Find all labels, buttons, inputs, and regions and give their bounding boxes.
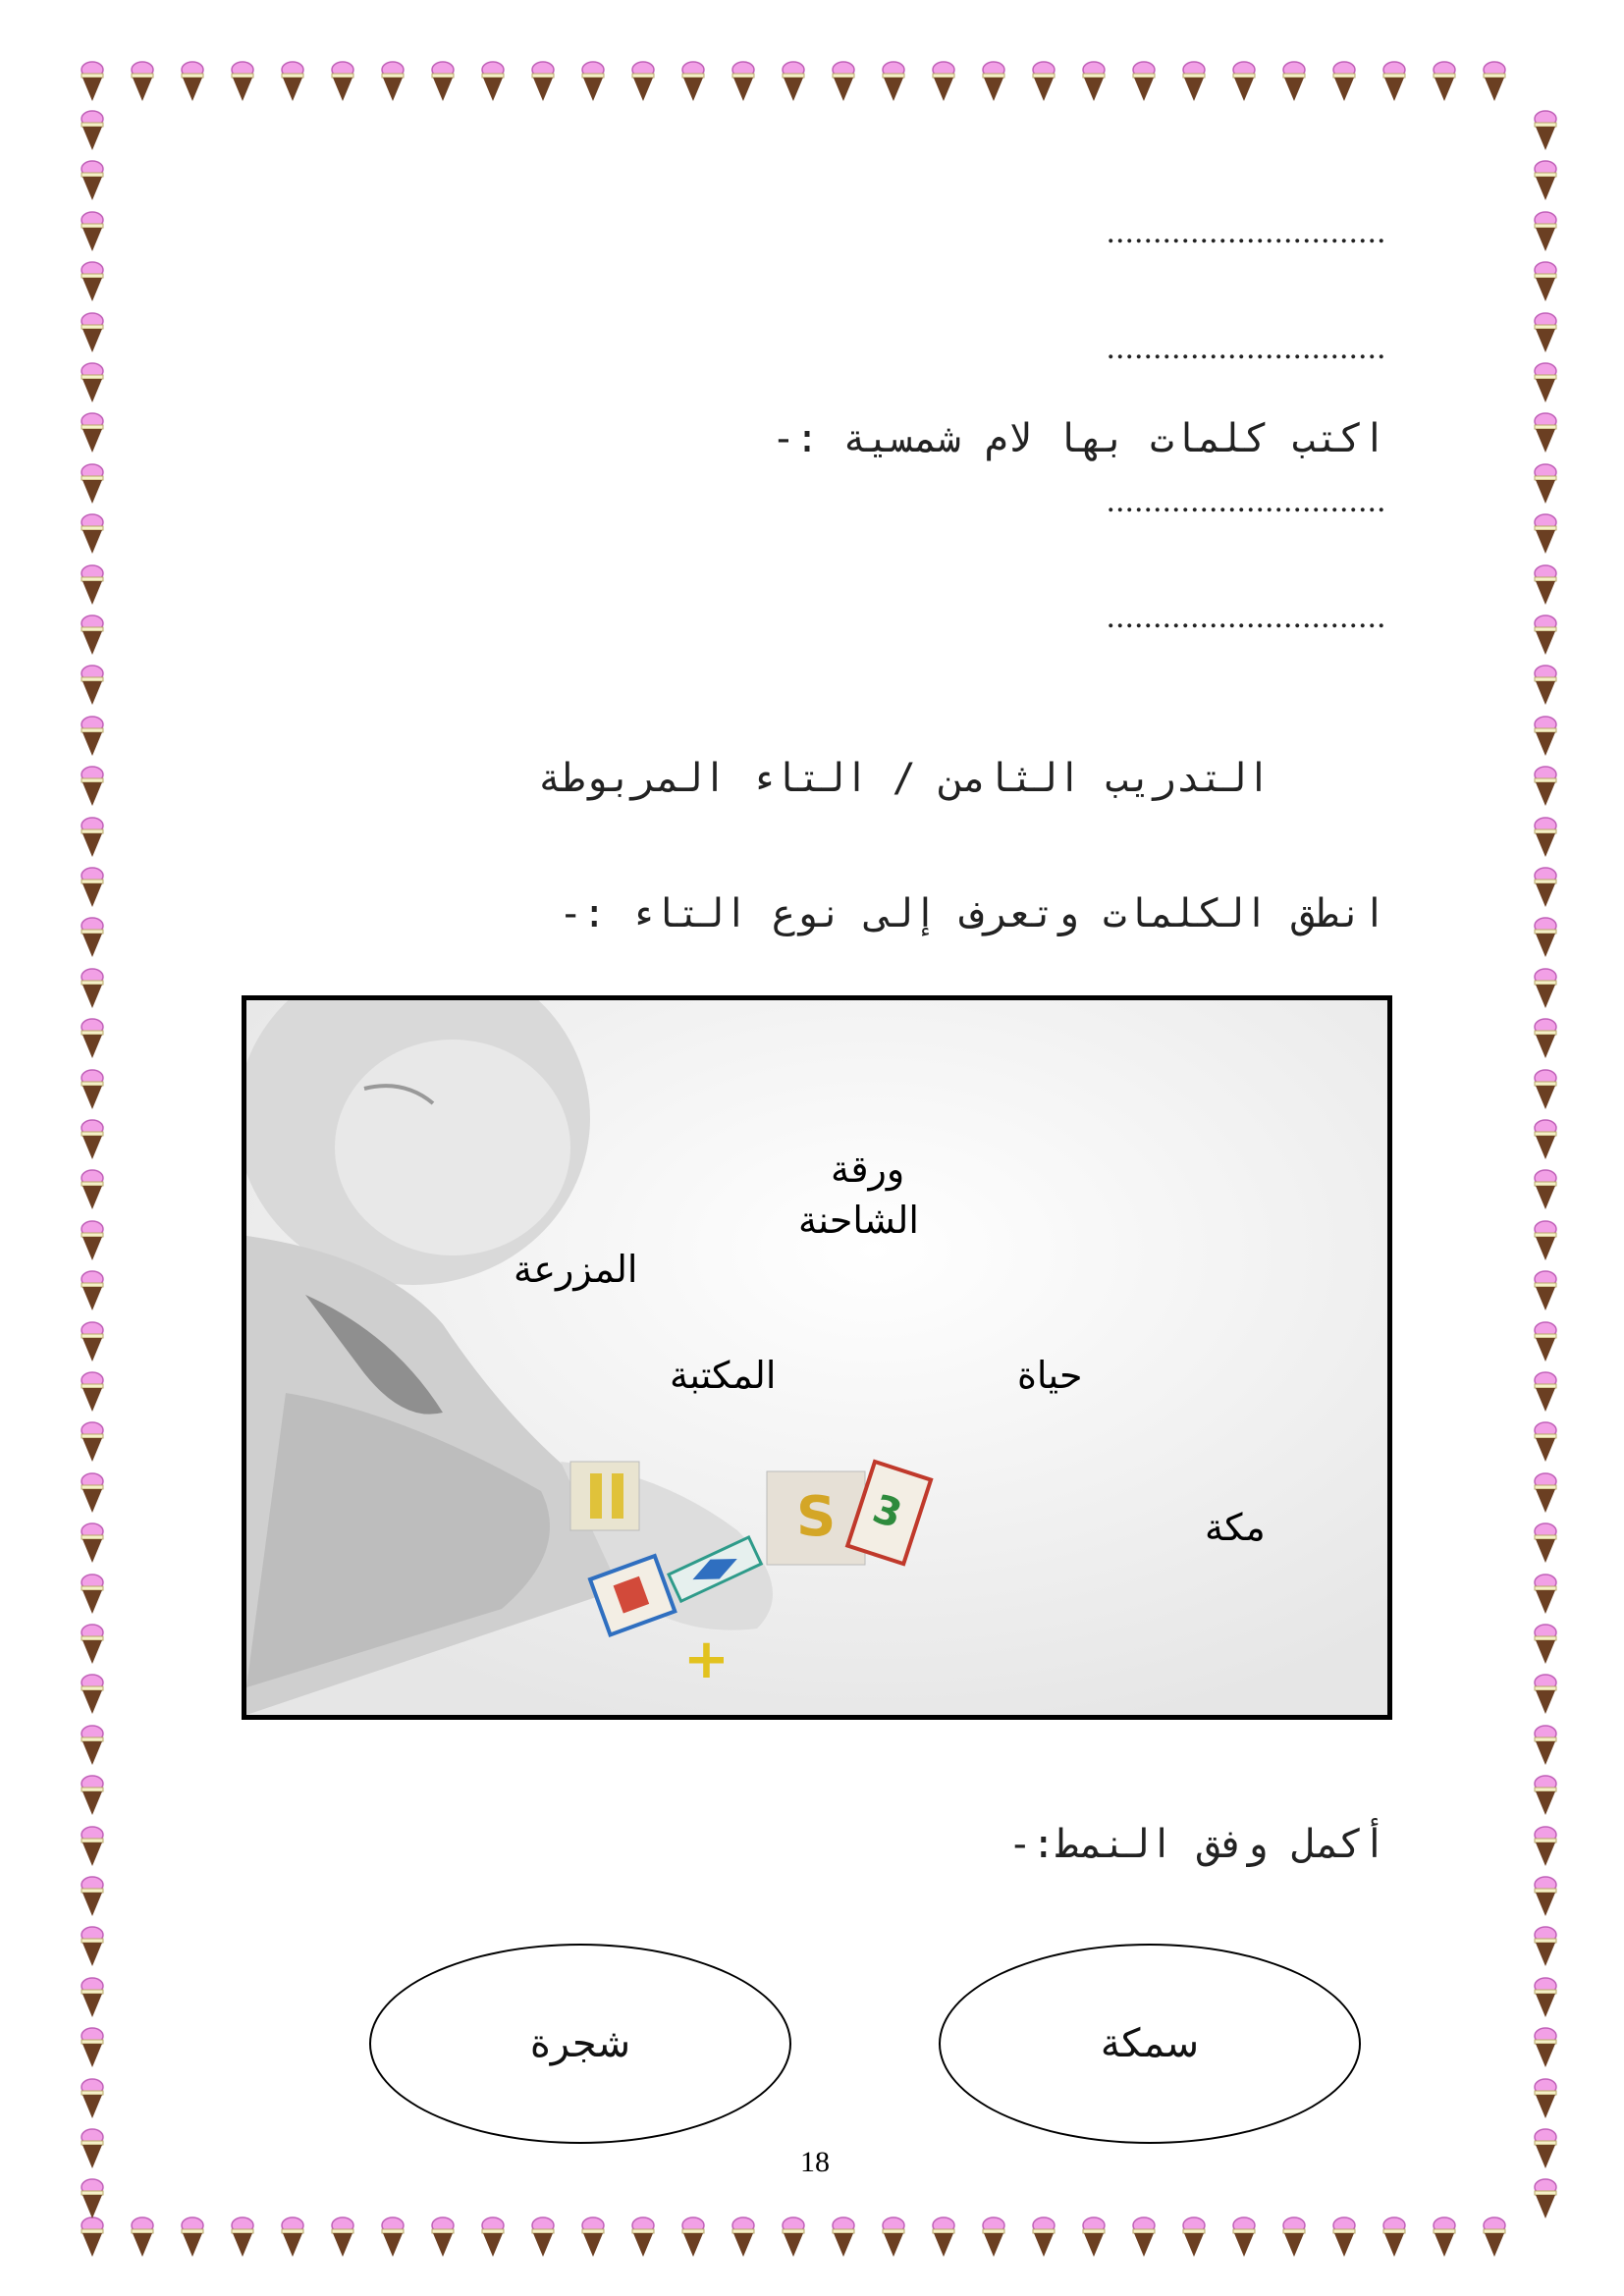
border-right (1528, 0, 1597, 2296)
ice-cream-cone-icon (79, 1674, 106, 1715)
ice-cream-cone-icon (1380, 61, 1408, 102)
ice-cream-cone-icon (579, 61, 607, 102)
ice-cream-cone-icon (1532, 1069, 1559, 1110)
ice-cream-cone-icon (329, 2216, 356, 2258)
ice-cream-cone-icon (279, 61, 306, 102)
ice-cream-cone-icon (1380, 2216, 1408, 2258)
ice-cream-cone-icon (79, 1270, 106, 1311)
ice-cream-cone-icon (379, 2216, 406, 2258)
ice-cream-cone-icon (930, 2216, 957, 2258)
ice-cream-cone-icon (1532, 312, 1559, 353)
ice-cream-cone-icon (79, 1574, 106, 1615)
ice-cream-cone-icon (329, 61, 356, 102)
instruction-pattern: أكمل وفق النمط:- (1007, 1822, 1386, 1867)
ice-cream-cone-icon (780, 61, 807, 102)
ice-cream-cone-icon (1080, 2216, 1108, 2258)
ice-cream-cone-icon (1532, 1321, 1559, 1362)
ice-cream-cone-icon (429, 61, 457, 102)
ice-cream-cone-icon (1532, 513, 1559, 555)
word-makka: مكة (1205, 1506, 1266, 1549)
ice-cream-cone-icon (79, 665, 106, 706)
ice-cream-cone-icon (79, 463, 106, 505)
ice-cream-cone-icon (1280, 2216, 1308, 2258)
ice-cream-cone-icon (629, 61, 657, 102)
ice-cream-cone-icon (1330, 2216, 1358, 2258)
ice-cream-cone-icon (79, 1169, 106, 1210)
word-waraqa: ورقة (831, 1148, 905, 1191)
ice-cream-cone-icon (79, 412, 106, 454)
ice-cream-cone-icon (279, 2216, 306, 2258)
border-bottom (0, 2207, 1624, 2275)
ice-cream-cone-icon (429, 2216, 457, 2258)
ice-cream-cone-icon (79, 362, 106, 403)
word-hayat: حياة (1017, 1354, 1083, 1397)
word-maktaba: المكتبة (670, 1354, 777, 1397)
ice-cream-cone-icon (1230, 2216, 1258, 2258)
ice-cream-cone-icon (1532, 1522, 1559, 1564)
ice-cream-cone-icon (529, 2216, 557, 2258)
ice-cream-cone-icon (79, 1421, 106, 1463)
oval-left-word: شجرة (529, 2021, 631, 2066)
ice-cream-cone-icon (79, 1522, 106, 1564)
ice-cream-cone-icon (179, 61, 206, 102)
answer-line-4: .............................. (1107, 599, 1386, 635)
ice-cream-cone-icon (1532, 2178, 1559, 2219)
ice-cream-cone-icon (1532, 614, 1559, 656)
ice-cream-cone-icon (1532, 1371, 1559, 1413)
word-mazraa: المزرعة (514, 1248, 638, 1291)
word-shahina: الشاحنة (798, 1199, 919, 1242)
picture-frame (242, 995, 1392, 1720)
ice-cream-cone-icon (1532, 2027, 1559, 2068)
ice-cream-cone-icon (79, 2078, 106, 2119)
ice-cream-cone-icon (730, 61, 757, 102)
ice-cream-cone-icon (1280, 61, 1308, 102)
ice-cream-cone-icon (79, 1826, 106, 1867)
ice-cream-cone-icon (1532, 211, 1559, 252)
svg-text:3: 3 (867, 1486, 907, 1538)
ice-cream-cone-icon (1532, 1421, 1559, 1463)
ice-cream-cone-icon (679, 2216, 707, 2258)
ice-cream-cone-icon (1532, 1977, 1559, 2018)
ice-cream-cone-icon (79, 2027, 106, 2068)
ice-cream-cone-icon (79, 2178, 106, 2219)
ice-cream-cone-icon (79, 766, 106, 807)
ice-cream-cone-icon (1532, 968, 1559, 1009)
oval-left (369, 1944, 791, 2144)
ice-cream-cone-icon (1532, 1270, 1559, 1311)
ice-cream-cone-icon (79, 1018, 106, 1059)
ice-cream-cone-icon (1532, 665, 1559, 706)
instruction-sun-lam: اكتب كلمات بها لام شمسية :- (771, 416, 1386, 461)
ice-cream-cone-icon (1532, 1826, 1559, 1867)
answer-line-2: .............................. (1107, 330, 1386, 366)
ice-cream-cone-icon (1080, 61, 1108, 102)
ice-cream-cone-icon (79, 968, 106, 1009)
ice-cream-cone-icon (1532, 1725, 1559, 1766)
ice-cream-cone-icon (1532, 1876, 1559, 1917)
ice-cream-cone-icon (1532, 1674, 1559, 1715)
ice-cream-cone-icon (1532, 110, 1559, 151)
ice-cream-cone-icon (479, 61, 507, 102)
ice-cream-cone-icon (1431, 61, 1458, 102)
ice-cream-cone-icon (79, 614, 106, 656)
baby-blocks-illustration (246, 1000, 1387, 1715)
ice-cream-cone-icon (830, 2216, 857, 2258)
ice-cream-cone-icon (1532, 564, 1559, 606)
answer-line-1: .............................. (1107, 214, 1386, 250)
answer-line-3: .............................. (1107, 483, 1386, 519)
ice-cream-cone-icon (880, 61, 907, 102)
ice-cream-cone-icon (379, 61, 406, 102)
ice-cream-cone-icon (79, 817, 106, 858)
ice-cream-cone-icon (79, 1876, 106, 1917)
ice-cream-cone-icon (1532, 261, 1559, 302)
border-top (0, 51, 1624, 120)
page-number: 18 (800, 2146, 830, 2178)
ice-cream-cone-icon (880, 2216, 907, 2258)
svg-text:S: S (796, 1485, 837, 1549)
svg-text:+: + (683, 1628, 730, 1691)
ice-cream-cone-icon (229, 2216, 256, 2258)
ice-cream-cone-icon (1532, 1119, 1559, 1160)
ice-cream-cone-icon (79, 211, 106, 252)
ice-cream-cone-icon (830, 61, 857, 102)
ice-cream-cone-icon (529, 61, 557, 102)
ice-cream-cone-icon (679, 61, 707, 102)
ice-cream-cone-icon (79, 1926, 106, 1967)
ice-cream-cone-icon (1532, 1472, 1559, 1514)
ice-cream-cone-icon (1532, 2078, 1559, 2119)
ice-cream-cone-icon (930, 61, 957, 102)
oval-right (939, 1944, 1361, 2144)
ice-cream-cone-icon (730, 2216, 757, 2258)
ice-cream-cone-icon (79, 513, 106, 555)
ice-cream-cone-icon (1180, 61, 1208, 102)
ice-cream-cone-icon (1532, 463, 1559, 505)
ice-cream-cone-icon (79, 2128, 106, 2169)
ice-cream-cone-icon (1532, 716, 1559, 757)
ice-cream-cone-icon (1532, 1018, 1559, 1059)
ice-cream-cone-icon (980, 2216, 1007, 2258)
ice-cream-cone-icon (1532, 1169, 1559, 1210)
ice-cream-cone-icon (1532, 1926, 1559, 1967)
ice-cream-cone-icon (1532, 160, 1559, 201)
instruction-taa: انطق الكلمات وتعرف إلى نوع التاء :- (559, 891, 1386, 936)
ice-cream-cone-icon (79, 110, 106, 151)
ice-cream-cone-icon (1532, 362, 1559, 403)
ice-cream-cone-icon (179, 2216, 206, 2258)
ice-cream-cone-icon (1532, 412, 1559, 454)
ice-cream-cone-icon (1532, 1574, 1559, 1615)
ice-cream-cone-icon (1180, 2216, 1208, 2258)
ice-cream-cone-icon (79, 1725, 106, 1766)
ice-cream-cone-icon (1481, 61, 1508, 102)
ice-cream-cone-icon (1130, 2216, 1158, 2258)
ice-cream-cone-icon (79, 312, 106, 353)
exercise-title: التدريب الثامن / التاء المربوطة (537, 756, 1271, 801)
ice-cream-cone-icon (1481, 2216, 1508, 2258)
ice-cream-cone-icon (79, 1220, 106, 1261)
ice-cream-cone-icon (629, 2216, 657, 2258)
ice-cream-cone-icon (1532, 1220, 1559, 1261)
ice-cream-cone-icon (79, 1775, 106, 1816)
ice-cream-cone-icon (1532, 867, 1559, 908)
border-left (75, 0, 143, 2296)
ice-cream-cone-icon (79, 867, 106, 908)
ice-cream-cone-icon (79, 1119, 106, 1160)
ice-cream-cone-icon (229, 61, 256, 102)
oval-right-word: سمكة (1100, 2021, 1200, 2066)
ice-cream-cone-icon (1130, 61, 1158, 102)
ice-cream-cone-icon (1532, 917, 1559, 958)
ice-cream-cone-icon (79, 716, 106, 757)
ice-cream-cone-icon (1532, 2128, 1559, 2169)
ice-cream-cone-icon (79, 1321, 106, 1362)
ice-cream-cone-icon (1030, 2216, 1057, 2258)
ice-cream-cone-icon (79, 160, 106, 201)
ice-cream-cone-icon (79, 1472, 106, 1514)
ice-cream-cone-icon (1330, 61, 1358, 102)
ice-cream-cone-icon (1230, 61, 1258, 102)
ice-cream-cone-icon (1030, 61, 1057, 102)
ice-cream-cone-icon (79, 261, 106, 302)
ice-cream-cone-icon (1532, 1775, 1559, 1816)
ice-cream-cone-icon (1532, 1624, 1559, 1665)
ice-cream-cone-icon (980, 61, 1007, 102)
ice-cream-cone-icon (479, 2216, 507, 2258)
ice-cream-cone-icon (79, 1371, 106, 1413)
ice-cream-cone-icon (579, 2216, 607, 2258)
ice-cream-cone-icon (79, 1977, 106, 2018)
ice-cream-cone-icon (79, 1069, 106, 1110)
ice-cream-cone-icon (79, 1624, 106, 1665)
ice-cream-cone-icon (780, 2216, 807, 2258)
ice-cream-cone-icon (79, 564, 106, 606)
ice-cream-cone-icon (1532, 766, 1559, 807)
ice-cream-cone-icon (1532, 817, 1559, 858)
ice-cream-cone-icon (79, 917, 106, 958)
ice-cream-cone-icon (1431, 2216, 1458, 2258)
